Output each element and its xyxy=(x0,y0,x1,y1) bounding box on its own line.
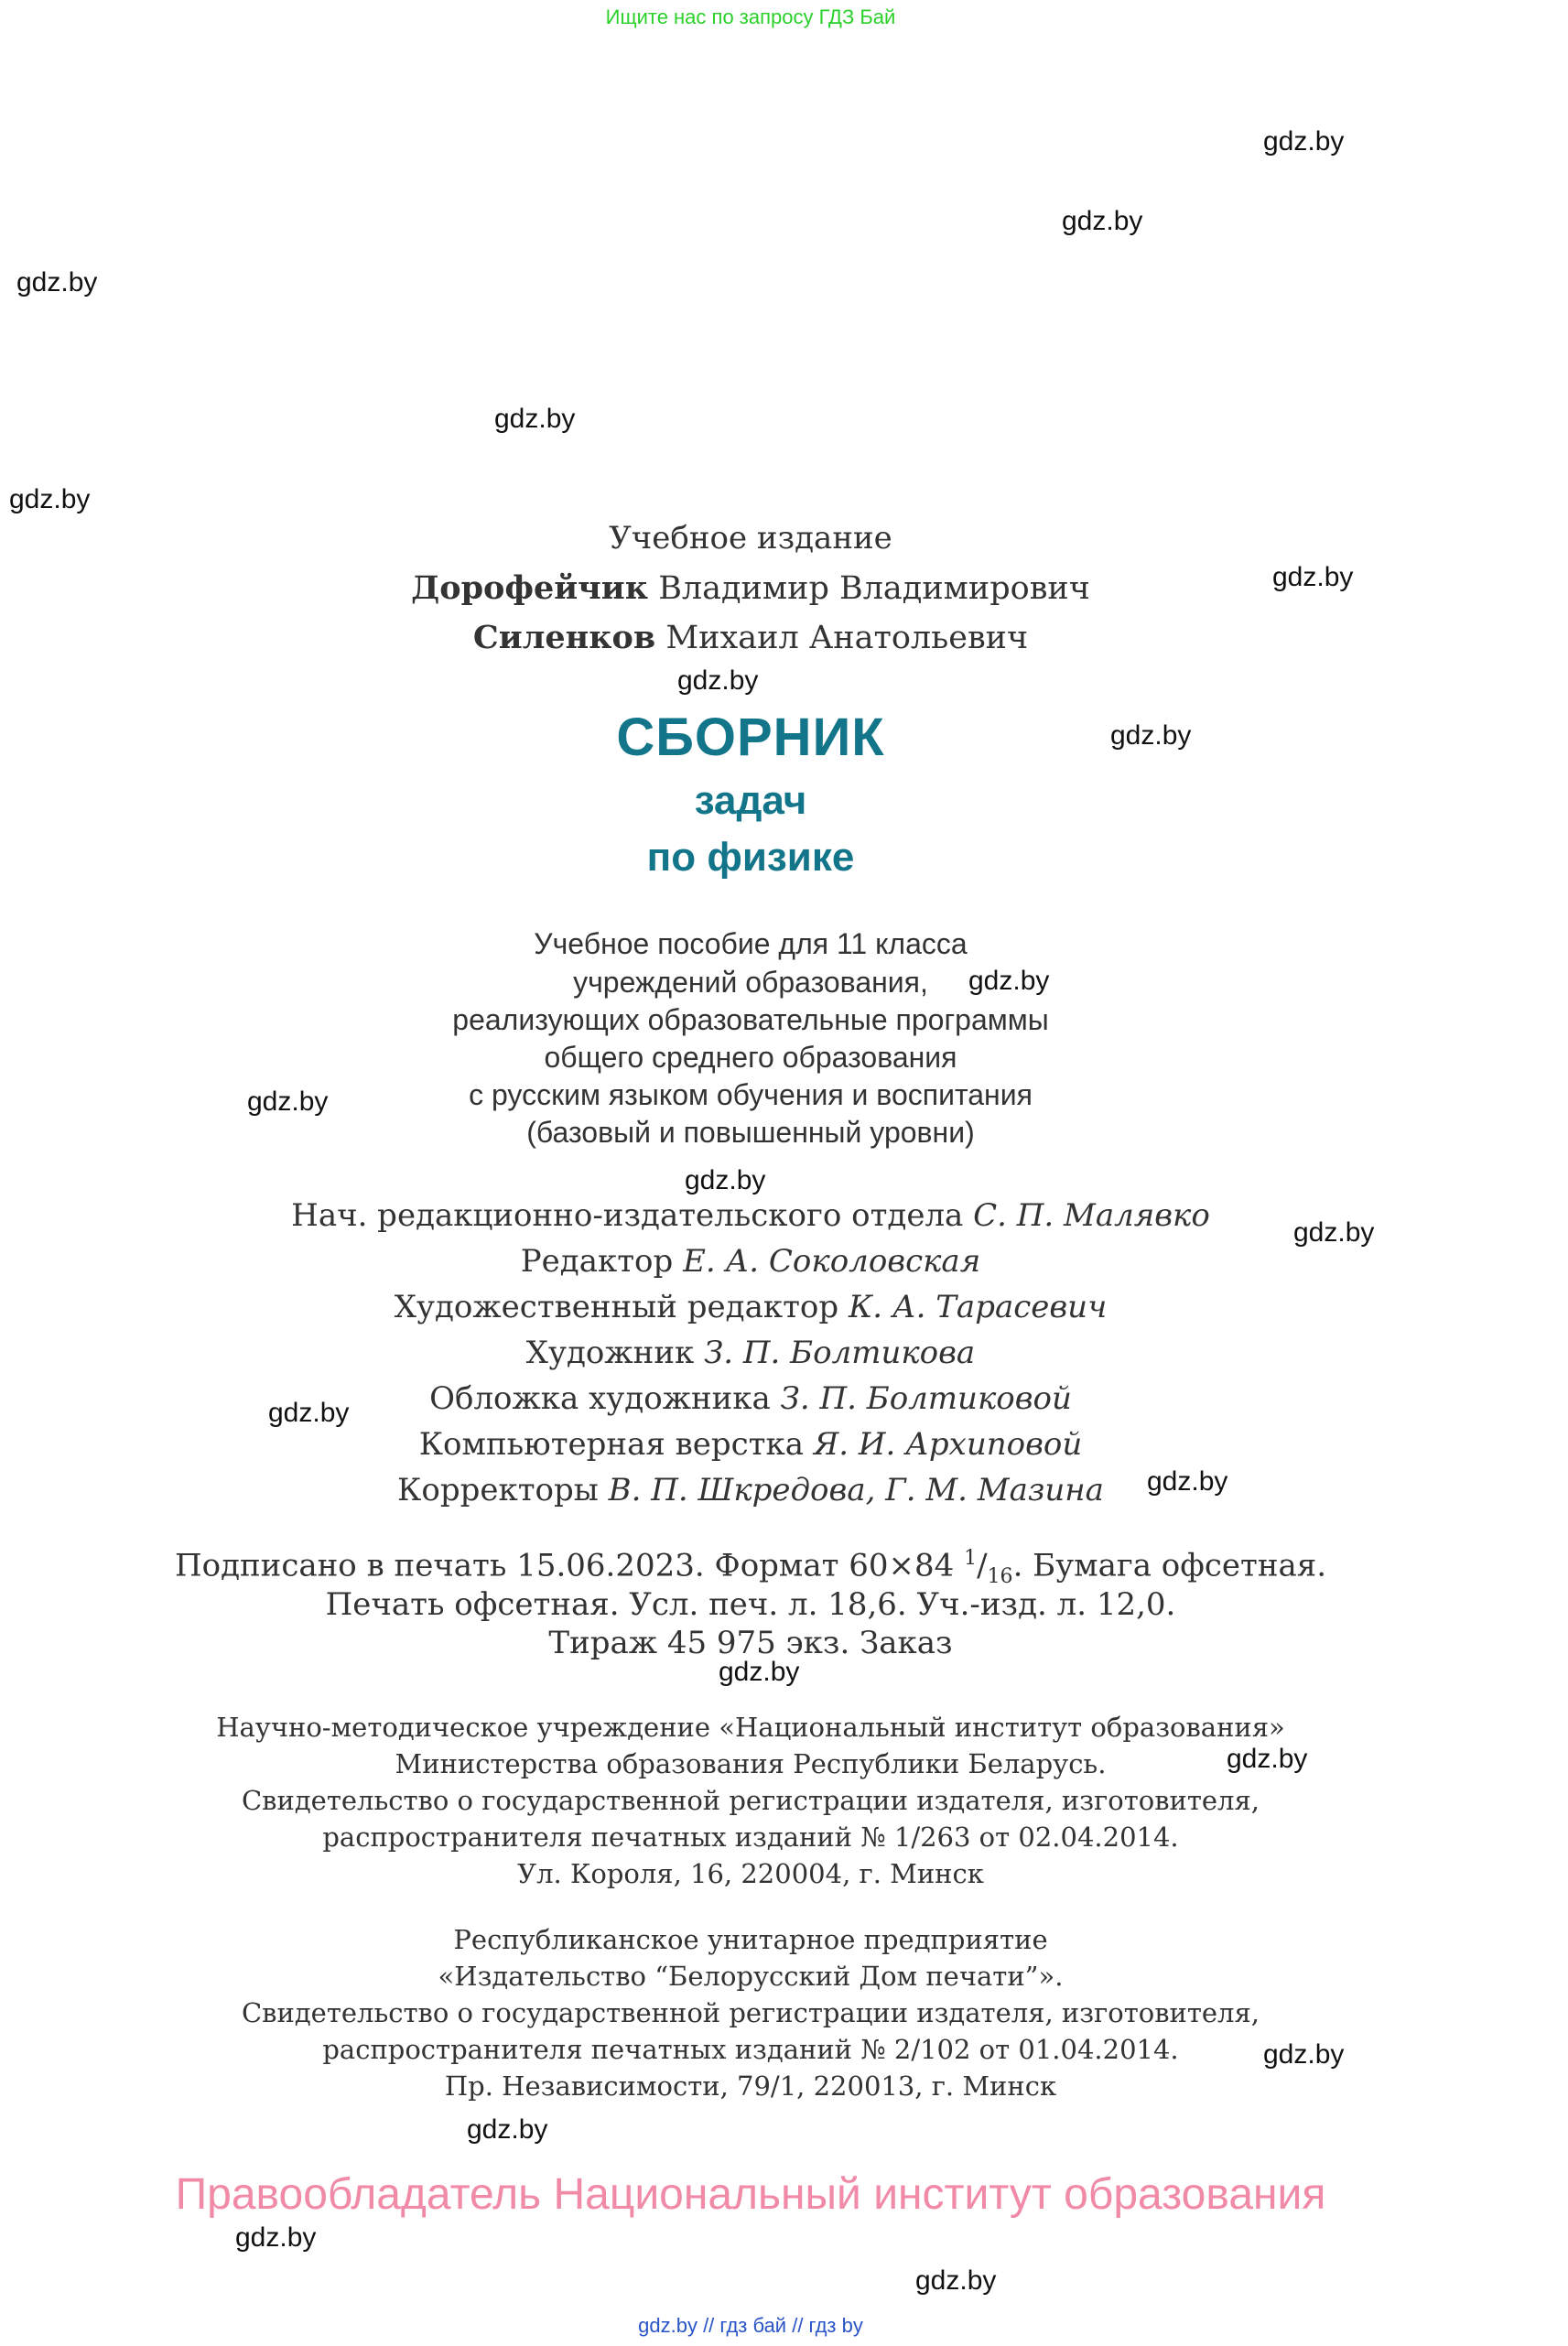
subtitle-line: реализующих образовательные программы xyxy=(452,1003,1049,1036)
printer-line: Свидетельство о государственной регистрации издателя, изготовителя, xyxy=(241,1997,1260,2028)
watermark: gdz.by xyxy=(1110,720,1192,751)
watermark: gdz.by xyxy=(1272,562,1354,592)
watermark: gdz.by xyxy=(1263,126,1345,157)
credit-line xyxy=(0,1243,1501,1280)
credit-role: Художественный редактор xyxy=(394,1289,839,1325)
watermark: gdz.by xyxy=(1227,1744,1308,1774)
printer-line: распространителя печатных изданий № 2/102 от 01.04.2014. xyxy=(322,2034,1179,2065)
watermark: gdz.by xyxy=(1147,1466,1228,1497)
print-info-line-3: Тираж 45 975 экз. Заказ xyxy=(548,1625,953,1661)
subtitle-line: с русским языком обучения и воспитания xyxy=(469,1078,1033,1111)
watermark: gdz.by xyxy=(467,2114,548,2145)
watermark: gdz.by xyxy=(494,404,576,434)
credit-name: В. П. Шкредова, Г. М. Мазина xyxy=(608,1472,1104,1508)
credit-line xyxy=(0,1426,1501,1463)
print-info-line-2: Печать офсетная. Усл. печ. л. 18,6. Уч.-изд. л. 12,0. xyxy=(325,1586,1176,1623)
watermark: gdz.by xyxy=(16,267,98,297)
subtitle-line: общего среднего образования xyxy=(544,1041,957,1074)
author-2-surname: Силенков xyxy=(472,619,656,656)
watermark: gdz.by xyxy=(685,1165,766,1195)
title-line-3: по физике xyxy=(646,835,855,880)
credit-line xyxy=(0,1335,1501,1371)
watermark: gdz.by xyxy=(9,484,91,514)
credit-role: Нач. редакционно-издательского отдела xyxy=(291,1197,964,1234)
author-1-surname: Дорофейчик xyxy=(411,569,649,607)
watermark: gdz.by xyxy=(247,1087,329,1117)
printer-line: Республиканское унитарное предприятие xyxy=(453,1924,1048,1955)
author-2 xyxy=(0,619,1501,656)
credit-role: Художник xyxy=(525,1335,695,1371)
credit-line xyxy=(0,1380,1501,1417)
watermark: gdz.by xyxy=(677,665,759,696)
print-info-format: Подписано в печать 15.06.2023. Формат 60×84 xyxy=(174,1547,955,1584)
watermark: gdz.by xyxy=(1293,1217,1375,1248)
publisher-address: Ул. Короля, 16, 220004, г. Минск xyxy=(517,1858,984,1889)
watermark: gdz.by xyxy=(1263,2039,1345,2070)
print-info-paper: . Бумага офсетная. xyxy=(1012,1547,1327,1584)
credit-name: З. П. Болтиковой xyxy=(780,1380,1072,1417)
edition-type: Учебное издание xyxy=(609,520,892,557)
credit-role: Корректоры xyxy=(397,1472,599,1508)
title-main: СБОРНИК xyxy=(616,708,885,767)
credit-name: С. П. Малявко xyxy=(973,1197,1210,1234)
author-1 xyxy=(0,569,1501,607)
publisher-line: Научно-методическое учреждение «Национальный институт образования» xyxy=(216,1712,1285,1743)
format-fraction-denominator: 16 xyxy=(987,1565,1013,1589)
watermark: gdz.by xyxy=(968,966,1050,996)
printer-address: Пр. Независимости, 79/1, 220013, г. Минск xyxy=(444,2070,1057,2102)
credit-name: Е. А. Соколовская xyxy=(683,1243,981,1280)
format-fraction-numerator: 1 xyxy=(964,1547,978,1570)
print-info-line-1: Подписано в печать 15.06.2023. Формат 60×84 $^1/_{16}$. Бумага офсетная. xyxy=(174,1547,1327,1589)
subtitle-line: учреждений образования, xyxy=(573,966,928,999)
subtitle-line: Учебное пособие для 11 класса xyxy=(534,927,968,960)
credit-role: Обложка художника xyxy=(429,1380,771,1417)
credit-role: Компьютерная верстка xyxy=(418,1426,805,1463)
publisher-line: распространителя печатных изданий № 1/263 от 02.04.2014. xyxy=(322,1822,1179,1853)
author-1-names: Владимир Владимирович xyxy=(658,570,1090,607)
top-search-note: Ищите нас по запросу ГДЗ Бай xyxy=(605,5,896,28)
watermark: gdz.by xyxy=(1062,206,1143,236)
watermark: gdz.by xyxy=(719,1657,800,1687)
credit-name: Я. И. Архиповой xyxy=(813,1426,1083,1463)
watermark: gdz.by xyxy=(235,2222,317,2253)
publisher-line: Министерства образования Республики Беларусь. xyxy=(395,1748,1107,1779)
credit-name: З. П. Болтикова xyxy=(704,1335,976,1371)
credit-line xyxy=(0,1197,1501,1234)
printer-line: «Издательство “Белорусский Дом печати”». xyxy=(438,1961,1064,1992)
watermark: gdz.by xyxy=(268,1398,350,1428)
credit-line xyxy=(0,1289,1501,1325)
rights-holder: Правообладатель Национальный институт образования xyxy=(175,2170,1326,2219)
credit-role: Редактор xyxy=(520,1243,674,1280)
credit-line xyxy=(0,1472,1501,1508)
credit-name: К. А. Тарасевич xyxy=(848,1289,1108,1325)
author-2-names: Михаил Анатольевич xyxy=(665,620,1029,656)
watermark: gdz.by xyxy=(915,2265,997,2296)
publisher-line: Свидетельство о государственной регистрации издателя, изготовителя, xyxy=(241,1785,1260,1816)
subtitle-line: (базовый и повышенный уровни) xyxy=(526,1116,975,1149)
title-line-2: задач xyxy=(694,778,807,823)
footer-links[interactable]: gdz.by // гдз бай // гдз by xyxy=(638,2314,863,2337)
